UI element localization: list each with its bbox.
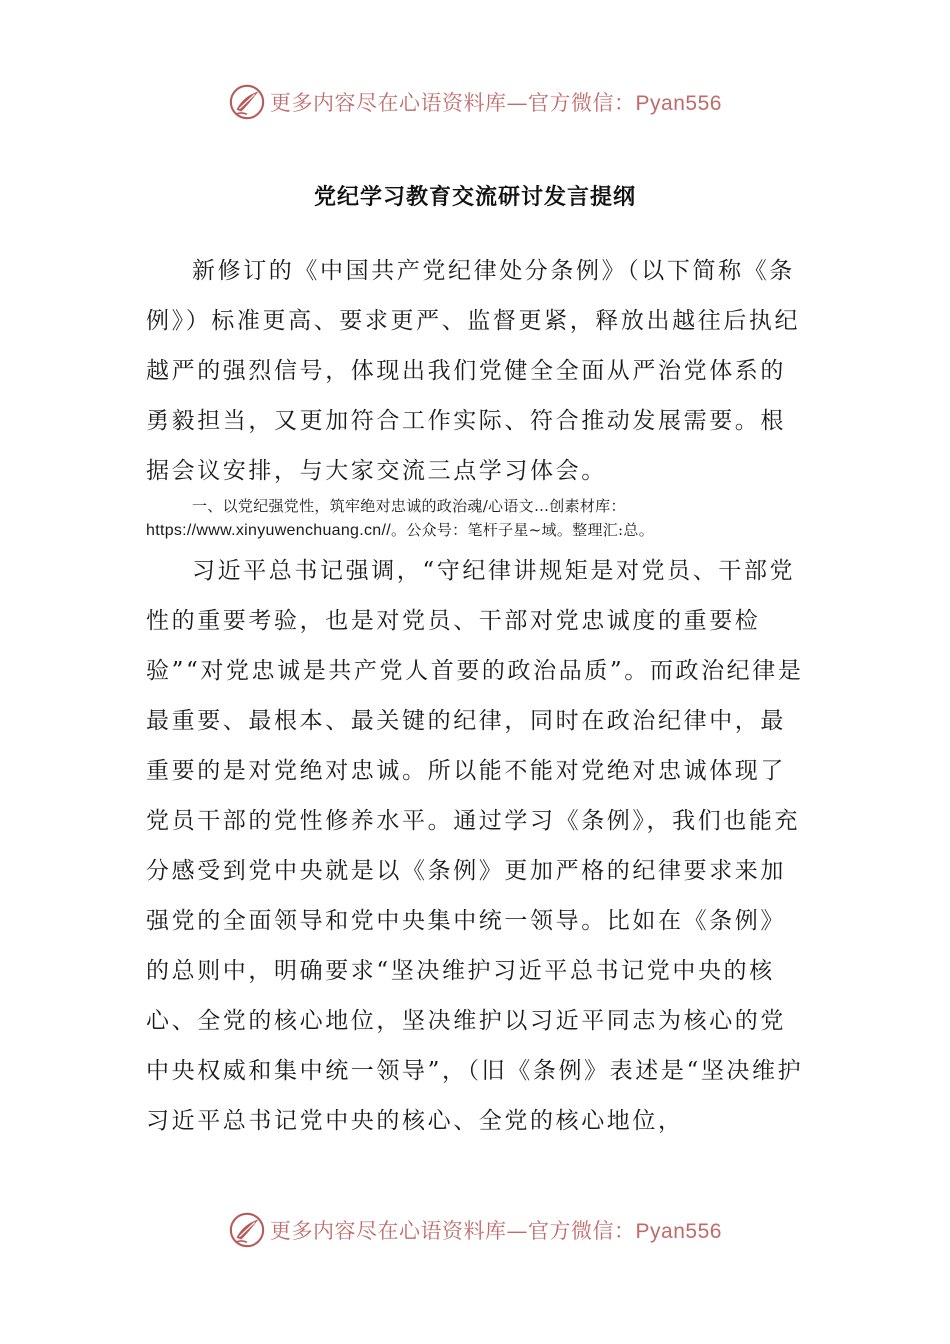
pen-logo-icon	[228, 1211, 266, 1249]
body-paragraph: 习近平总书记强调，“守纪律讲规矩是对党员、干部党性的重要考验，也是对党员、干部对党忠诚度的重要检验”“对党忠诚是共产党人首要的政治品质”。而政治纪律是最重要、最根本、最关键的纪律，同时在政治纪律中，最重要的是对党绝对忠诚。所以能不能对党绝对忠诚体现了党员干部的党性修养水平。通过学习《条例》，我们也能充分感受到党中央就是以《条例》更加严格的纪律要求来加强党的全面领导和党中央集中统一领导。比如在《条例》的总则中，明确要求“坚决维护习近平总书记党中央的核心、全党的核心地位，坚决维护以习近平同志为核心的党中央权威和集中统一领导”，（旧《条例》表述是“坚决维护习近平总书记党中央的核心、全党的核心地位，	[146, 558, 804, 1134]
intro-paragraph: 新修订的《中国共产党纪律处分条例》（以下简称《条例》）标准更高、要求更严、监督更紧，释放出越往后执纪越严的强烈信号，体现出我们党健全全面从严治党体系的勇毅担当，又更加符合工作实际、符合推动发展需要。根据会议安排，与大家交流三点学习体会。	[146, 258, 801, 484]
banner-text: 更多内容尽在心语资料库—官方微信：Pyan556	[270, 91, 722, 115]
pen-logo-icon	[228, 83, 266, 121]
wechat-id: Pyan556	[635, 92, 722, 115]
header-banner	[0, 80, 950, 124]
document-title: 党纪学习教育交流研讨发言提纲	[313, 184, 636, 210]
banner-text: 更多内容尽在心语资料库—官方微信：Pyan556	[270, 1219, 722, 1243]
section-heading-url: https://www.xinyuwenchuang.cn//	[146, 522, 391, 539]
footer-banner	[0, 1208, 950, 1252]
section-heading: 一、以党纪强党性，筑牢绝对忠诚的政治魂/心语文…创素材库：https://www.xinyuwenchuang.cn//。公众号：笔杆子星~域。整理汇:总。	[146, 497, 655, 539]
wechat-id: Pyan556	[635, 1220, 722, 1243]
